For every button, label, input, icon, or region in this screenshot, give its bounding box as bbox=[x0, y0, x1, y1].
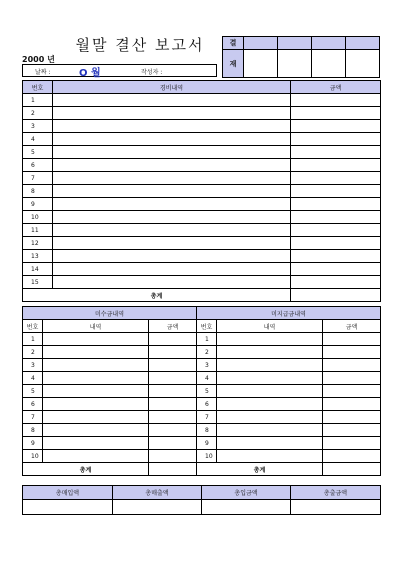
expense-amount-cell[interactable] bbox=[291, 133, 381, 146]
expense-amount-cell[interactable] bbox=[291, 250, 381, 263]
expense-amount-cell[interactable] bbox=[291, 146, 381, 159]
payable-row-number: 5 bbox=[197, 385, 217, 398]
payable-row-number: 2 bbox=[197, 346, 217, 359]
receivable-title: 미수금내역 bbox=[23, 307, 197, 320]
row-number: 8 bbox=[23, 185, 53, 198]
summary-total-withdrawal-label: 총출금액 bbox=[291, 486, 381, 500]
receivable-col-desc: 내역 bbox=[43, 320, 149, 333]
receivable-row-number: 1 bbox=[23, 333, 43, 346]
receivable-desc-cell[interactable] bbox=[43, 411, 149, 424]
table-row bbox=[23, 359, 381, 372]
payable-desc-cell[interactable] bbox=[217, 450, 323, 463]
approval-header-cell bbox=[346, 37, 380, 50]
expense-amount-cell[interactable] bbox=[291, 237, 381, 250]
payable-desc-cell[interactable] bbox=[217, 333, 323, 346]
expense-desc-cell[interactable] bbox=[53, 185, 291, 198]
table-row bbox=[23, 250, 381, 263]
table-row bbox=[23, 120, 381, 133]
receivable-desc-cell[interactable] bbox=[43, 398, 149, 411]
table-row bbox=[23, 107, 381, 120]
approval-table bbox=[222, 36, 380, 78]
expense-desc-cell[interactable] bbox=[53, 224, 291, 237]
approval-header-cell bbox=[244, 37, 278, 50]
payable-amount-cell[interactable] bbox=[323, 333, 381, 346]
payable-desc-cell[interactable] bbox=[217, 424, 323, 437]
summary-total-purchase-value[interactable] bbox=[23, 500, 113, 515]
table-row bbox=[23, 159, 381, 172]
table-row bbox=[23, 211, 381, 224]
receivable-row-number: 6 bbox=[23, 398, 43, 411]
expense-desc-cell[interactable] bbox=[53, 250, 291, 263]
payable-title: 미지급금내역 bbox=[197, 307, 381, 320]
payable-row-number: 4 bbox=[197, 372, 217, 385]
payable-col-desc: 내역 bbox=[217, 320, 323, 333]
payable-amount-cell[interactable] bbox=[323, 398, 381, 411]
table-row bbox=[23, 411, 381, 424]
receivable-col-no: 번호 bbox=[23, 320, 43, 333]
receivable-amount-cell[interactable] bbox=[149, 450, 197, 463]
approval-header-cell bbox=[278, 37, 312, 50]
month-value[interactable]: O 월 bbox=[79, 68, 101, 79]
summary-total-sales-label: 총매출액 bbox=[113, 486, 202, 500]
payable-desc-cell[interactable] bbox=[217, 346, 323, 359]
approval-sign-cell[interactable] bbox=[312, 50, 346, 78]
receivable-desc-cell[interactable] bbox=[43, 385, 149, 398]
row-number: 15 bbox=[23, 276, 53, 289]
expense-desc-cell[interactable] bbox=[53, 198, 291, 211]
payable-desc-cell[interactable] bbox=[217, 398, 323, 411]
payable-desc-cell[interactable] bbox=[217, 359, 323, 372]
payable-row-number: 8 bbox=[197, 424, 217, 437]
table-row bbox=[23, 372, 381, 385]
receivable-row-number: 3 bbox=[23, 359, 43, 372]
payable-desc-cell[interactable] bbox=[217, 372, 323, 385]
payable-amount-cell[interactable] bbox=[323, 450, 381, 463]
summary-total-sales-value[interactable] bbox=[113, 500, 202, 515]
payable-amount-cell[interactable] bbox=[323, 437, 381, 450]
receivable-amount-cell[interactable] bbox=[149, 411, 197, 424]
payable-amount-cell[interactable] bbox=[323, 372, 381, 385]
year-suffix: 년 bbox=[47, 55, 55, 64]
approval-label-bottom: 재 bbox=[223, 50, 244, 78]
expense-desc-cell[interactable] bbox=[53, 94, 291, 107]
row-number: 9 bbox=[23, 198, 53, 211]
expense-desc-cell[interactable] bbox=[53, 133, 291, 146]
summary-total-deposit-value[interactable] bbox=[202, 500, 291, 515]
receivable-amount-cell[interactable] bbox=[149, 333, 197, 346]
expense-desc-cell[interactable] bbox=[53, 263, 291, 276]
table-row bbox=[23, 198, 381, 211]
expense-desc-cell[interactable] bbox=[53, 107, 291, 120]
row-number: 7 bbox=[23, 172, 53, 185]
info-box bbox=[22, 64, 217, 77]
summary-total-deposit-label: 총입금액 bbox=[202, 486, 291, 500]
date-label: 날짜 : bbox=[35, 69, 51, 76]
expense-desc-cell[interactable] bbox=[53, 276, 291, 289]
payable-total-label: 총계 bbox=[197, 463, 323, 476]
table-row bbox=[23, 146, 381, 159]
approval-header-cell bbox=[312, 37, 346, 50]
payable-col-no: 번호 bbox=[197, 320, 217, 333]
row-number: 6 bbox=[23, 159, 53, 172]
receivable-row-number: 2 bbox=[23, 346, 43, 359]
receivable-desc-cell[interactable] bbox=[43, 359, 149, 372]
receivable-desc-cell[interactable] bbox=[43, 346, 149, 359]
expense-amount-cell[interactable] bbox=[291, 198, 381, 211]
summary-total-withdrawal-value[interactable] bbox=[291, 500, 381, 515]
expense-amount-cell[interactable] bbox=[291, 276, 381, 289]
receivable-amount-cell[interactable] bbox=[149, 398, 197, 411]
table-row bbox=[23, 333, 381, 346]
approval-sign-cell[interactable] bbox=[346, 50, 380, 78]
table-row bbox=[23, 133, 381, 146]
author-label: 작성자 : bbox=[141, 69, 163, 76]
expense-amount-cell[interactable] bbox=[291, 120, 381, 133]
expense-amount-cell[interactable] bbox=[291, 107, 381, 120]
total-amount-cell[interactable] bbox=[291, 289, 381, 302]
summary-total-purchase-label: 총매입액 bbox=[23, 486, 113, 500]
table-row bbox=[23, 237, 381, 250]
row-number: 1 bbox=[23, 94, 53, 107]
expense-desc-cell[interactable] bbox=[53, 120, 291, 133]
table-row bbox=[23, 398, 381, 411]
receivable-row-number: 8 bbox=[23, 424, 43, 437]
total-row bbox=[23, 463, 381, 476]
table-row bbox=[23, 94, 381, 107]
expense-amount-cell[interactable] bbox=[291, 211, 381, 224]
receivable-amount-cell[interactable] bbox=[149, 437, 197, 450]
payable-total-cell[interactable] bbox=[323, 463, 381, 476]
row-number: 3 bbox=[23, 120, 53, 133]
table-row bbox=[23, 346, 381, 359]
receivable-row-number: 5 bbox=[23, 385, 43, 398]
col-header-amount: 금액 bbox=[291, 81, 381, 94]
table-row bbox=[23, 276, 381, 289]
row-number: 5 bbox=[23, 146, 53, 159]
expense-desc-cell[interactable] bbox=[53, 159, 291, 172]
row-number: 4 bbox=[23, 133, 53, 146]
table-row bbox=[23, 224, 381, 237]
expense-amount-cell[interactable] bbox=[291, 172, 381, 185]
payable-desc-cell[interactable] bbox=[217, 385, 323, 398]
receivable-desc-cell[interactable] bbox=[43, 424, 149, 437]
summary-table bbox=[22, 485, 381, 515]
table-row bbox=[23, 437, 381, 450]
receivable-total-cell[interactable] bbox=[149, 463, 197, 476]
payable-amount-cell[interactable] bbox=[323, 424, 381, 437]
receivable-row-number: 4 bbox=[23, 372, 43, 385]
row-number: 2 bbox=[23, 107, 53, 120]
receivable-desc-cell[interactable] bbox=[43, 437, 149, 450]
payable-row-number: 7 bbox=[197, 411, 217, 424]
row-number: 12 bbox=[23, 237, 53, 250]
expense-desc-cell[interactable] bbox=[53, 237, 291, 250]
receivable-row-number: 10 bbox=[23, 450, 43, 463]
payable-row-number: 10 bbox=[197, 450, 217, 463]
table-row bbox=[23, 185, 381, 198]
payable-row-number: 1 bbox=[197, 333, 217, 346]
receivable-amount-cell[interactable] bbox=[149, 346, 197, 359]
receivable-col-amount: 금액 bbox=[149, 320, 197, 333]
expense-desc-cell[interactable] bbox=[53, 172, 291, 185]
row-number: 11 bbox=[23, 224, 53, 237]
receivable-desc-cell[interactable] bbox=[43, 333, 149, 346]
row-number: 13 bbox=[23, 250, 53, 263]
page-title: 월말 결산 보고서 bbox=[75, 36, 205, 54]
payable-row-number: 9 bbox=[197, 437, 217, 450]
approval-label-top: 결 bbox=[223, 37, 244, 50]
expense-desc-cell[interactable] bbox=[53, 146, 291, 159]
row-number: 14 bbox=[23, 263, 53, 276]
approval-sign-cell[interactable] bbox=[244, 50, 278, 78]
receivable-payable-table bbox=[22, 306, 381, 476]
expense-amount-cell[interactable] bbox=[291, 185, 381, 198]
expense-desc-cell[interactable] bbox=[53, 211, 291, 224]
receivable-amount-cell[interactable] bbox=[149, 359, 197, 372]
total-label: 총계 bbox=[23, 289, 291, 302]
col-header-desc: 경비내역 bbox=[53, 81, 291, 94]
receivable-row-number: 7 bbox=[23, 411, 43, 424]
payable-amount-cell[interactable] bbox=[323, 346, 381, 359]
approval-sign-cell[interactable] bbox=[278, 50, 312, 78]
payable-row-number: 3 bbox=[197, 359, 217, 372]
expense-amount-cell[interactable] bbox=[291, 159, 381, 172]
row-number: 10 bbox=[23, 211, 53, 224]
expense-amount-cell[interactable] bbox=[291, 94, 381, 107]
payable-desc-cell[interactable] bbox=[217, 437, 323, 450]
year-value: 2000 bbox=[22, 55, 45, 64]
receivable-desc-cell[interactable] bbox=[43, 450, 149, 463]
total-row bbox=[23, 289, 381, 302]
table-row bbox=[23, 263, 381, 276]
receivable-total-label: 총계 bbox=[23, 463, 149, 476]
receivable-amount-cell[interactable] bbox=[149, 424, 197, 437]
payable-amount-cell[interactable] bbox=[323, 359, 381, 372]
receivable-amount-cell[interactable] bbox=[149, 385, 197, 398]
table-row bbox=[23, 450, 381, 463]
receivable-desc-cell[interactable] bbox=[43, 372, 149, 385]
payable-amount-cell[interactable] bbox=[323, 385, 381, 398]
table-row bbox=[23, 172, 381, 185]
expense-amount-cell[interactable] bbox=[291, 263, 381, 276]
payable-col-amount: 금액 bbox=[323, 320, 381, 333]
payable-amount-cell[interactable] bbox=[323, 411, 381, 424]
receivable-amount-cell[interactable] bbox=[149, 372, 197, 385]
payable-row-number: 6 bbox=[197, 398, 217, 411]
col-header-no: 번호 bbox=[23, 81, 53, 94]
payable-desc-cell[interactable] bbox=[217, 411, 323, 424]
table-row bbox=[23, 385, 381, 398]
table-row bbox=[23, 424, 381, 437]
expense-amount-cell[interactable] bbox=[291, 224, 381, 237]
expense-table bbox=[22, 80, 381, 302]
receivable-row-number: 9 bbox=[23, 437, 43, 450]
